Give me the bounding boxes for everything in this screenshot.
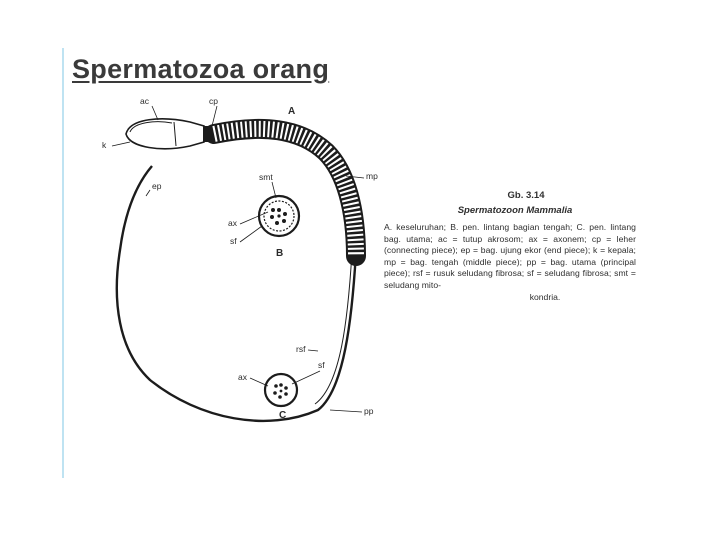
label-c: C <box>279 410 287 421</box>
caption-title: Spermatozoon Mammalia <box>457 205 573 216</box>
label-sf-b: sf <box>230 236 237 246</box>
caption-number: Gb. 3.14 <box>507 190 545 201</box>
sperm-tail <box>117 166 356 421</box>
sperm-head <box>126 119 215 149</box>
label-k: k <box>102 140 107 150</box>
caption-body: A. keseluruhan; B. pen. lintang bagian tengah; C. pen. lintang bag. utama; ac = tutup akrosom; ax = axonem; cp = leher (connecting piece); ep = bag. ujung ekor (end piece); k = kepala; mp = bag. tengah (middle piece); pp = bag. utama (principal piece); rsf = rusuk seludang fibrosa; sf = seludang fibrosa; smt = seludang mito- <box>384 222 636 290</box>
cross-section-b <box>259 196 299 236</box>
cross-section-c <box>265 374 297 406</box>
label-ac: ac <box>140 96 149 106</box>
label-sf-c: sf <box>318 360 325 370</box>
label-b: B <box>276 248 284 259</box>
caption-last-line: kondria. <box>529 291 561 302</box>
sperm-tail-inner <box>315 252 352 404</box>
label-smt: smt <box>259 172 273 182</box>
label-ax-c: ax <box>238 372 247 382</box>
label-rsf: rsf <box>296 344 306 354</box>
label-mp: mp <box>366 171 378 181</box>
label-cp: cp <box>209 96 218 106</box>
label-ep: ep <box>152 181 162 191</box>
label-a: A <box>288 106 296 117</box>
page-title: Spermatozoa orang <box>72 54 330 84</box>
label-pp: pp <box>364 406 374 416</box>
label-ax-b: ax <box>228 218 237 228</box>
figure-caption <box>384 190 636 302</box>
